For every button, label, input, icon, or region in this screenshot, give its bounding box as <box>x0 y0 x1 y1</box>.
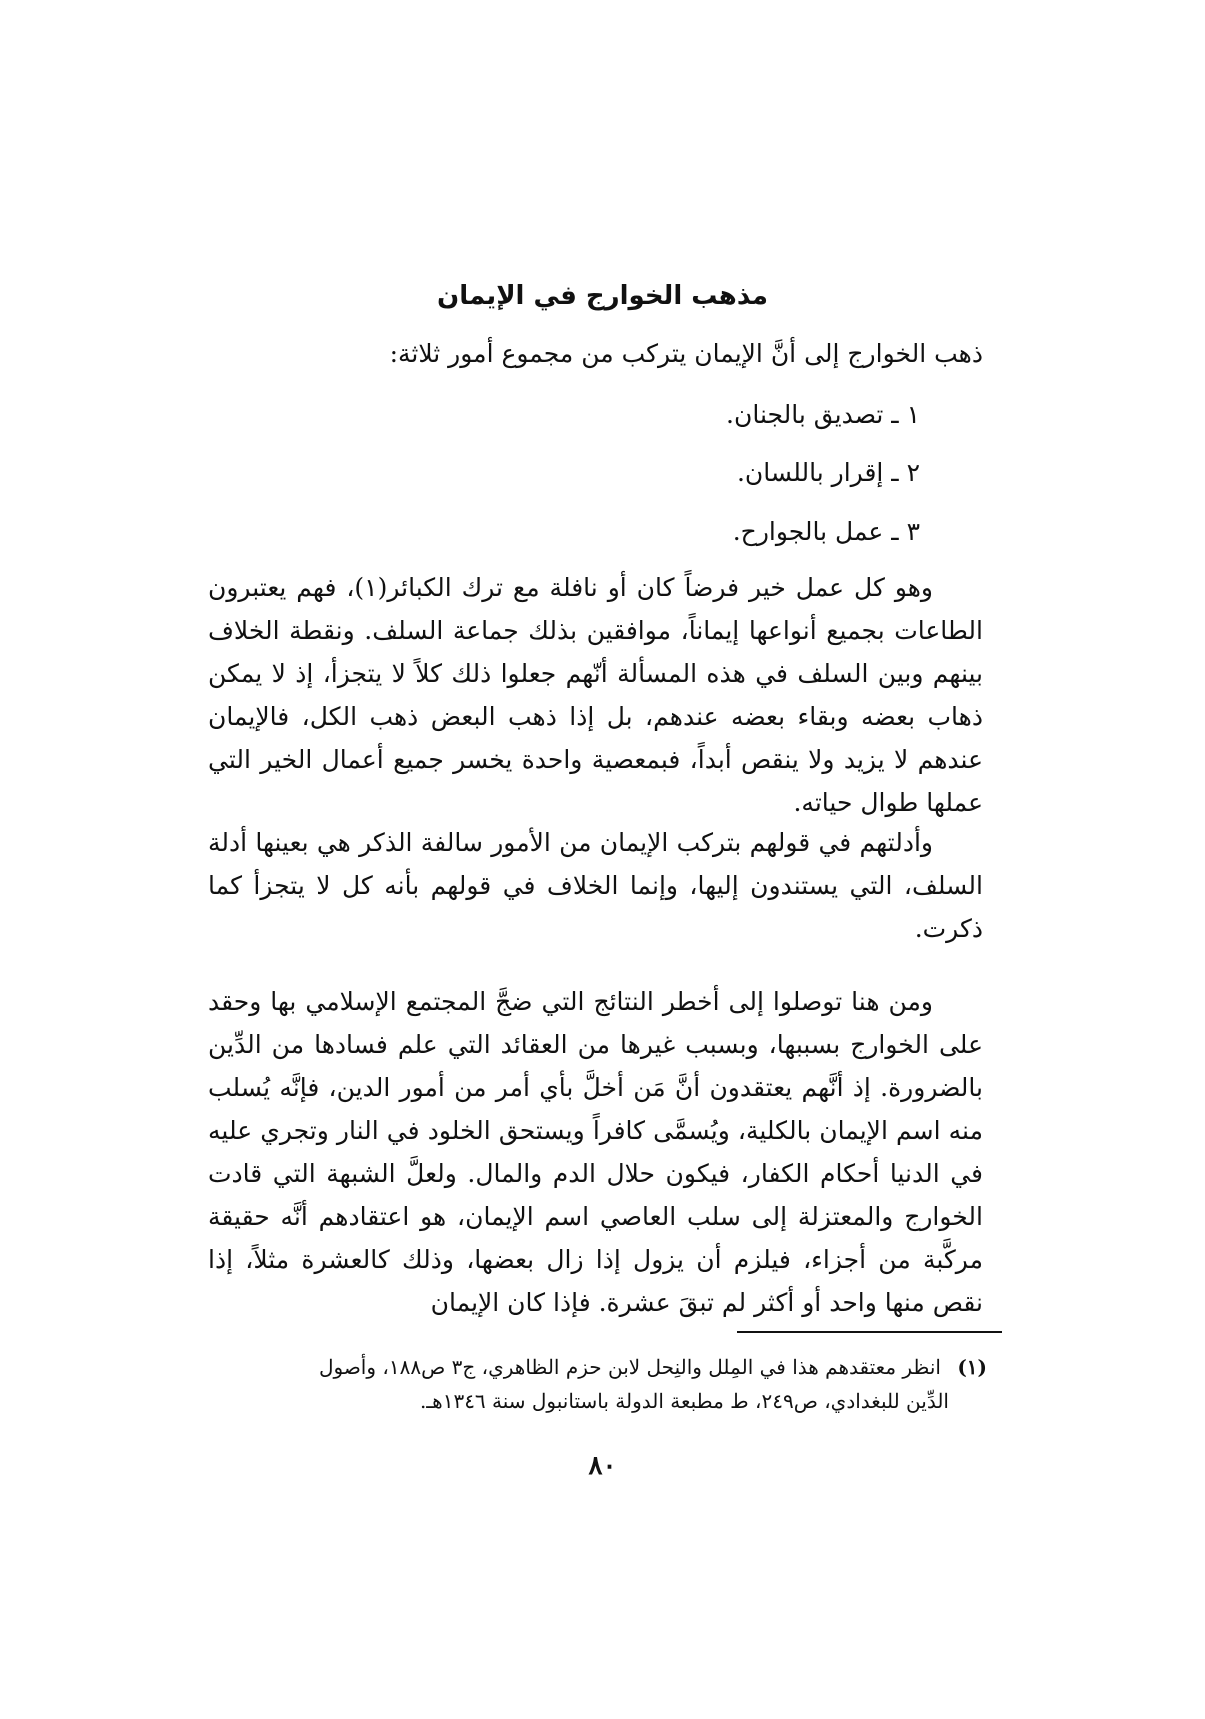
body-paragraph-3: ومن هنا توصلوا إلى أخطر النتائج التي ضجَّ المجتمع الإسلامي بها وحقد على الخوارج بسببها، وبسبب غيرها من العقائد التي علم فسادها من الدِّين بالضرورة. إذ أنَّهم يعتقدون أنَّ مَن أخلَّ بأي أمر من أمور الدين، فإنَّه يُسلب منه اسم الإيمان بالكلية، ويُسمَّى كافراً ويستحق الخلود في النار وتجري عليه في الدنيا أحكام الكفار، فيكون حلال الدم والمال. ولعلَّ الشبهة التي قادت الخوارج والمعتزلة إلى سلب العاصي اسم الإيمان، هو اعتقادهم أنَّه حقيقة مركَّبة من أجزاء، فيلزم أن يزول إذا زال بعضها، وذلك كالعشرة مثلاً، إذا نقص منها واحد أو أكثر لم تبقَ عشرة. فإذا كان الإيمان <box>208 987 983 1317</box>
body-paragraph-2: وأدلتهم في قولهم بتركب الإيمان من الأمور سالفة الذكر هي بعينها أدلة السلف، التي يستندون إليها، وإنما الخلاف في قولهم بأنه كل لا يتجزأ كما ذكرت. <box>208 828 983 943</box>
footnote-line-2: الدِّين للبغدادي، ص٢٤٩، ط مطبعة الدولة باستانبول سنة ١٣٤٦هـ. <box>419 1389 949 1413</box>
intro-paragraph: ذهب الخوارج إلى أنَّ الإيمان يتركب من مجموع أمور ثلاثة: <box>389 339 983 368</box>
list-item: ٣ ـ عمل بالجوارح. <box>732 517 920 546</box>
footnote-separator <box>737 1331 1002 1333</box>
list-item: ٢ ـ إقرار باللسان. <box>736 458 920 487</box>
body-paragraph-1: وهو كل عمل خير فرضاً كان أو نافلة مع ترك الكبائر(١)، فهم يعتبرون الطاعات بجميع أنواعها إيماناً، موافقين بذلك جماعة السلف. ونقطة الخلاف بينهم وبين السلف في هذه المسألة أنّهم جعلوا ذلك كلاً لا يتجزأ، إذ لا يمكن ذهاب بعضه وبقاء بعضه عندهم، بل إذا ذهب البعض ذهب الكل، فالإيمان عندهم لا يزيد ولا ينقص أبداً، فبمعصية واحدة يخسر جميع أعمال الخير التي عملها طوال حياته. <box>208 573 983 817</box>
footnote <box>212 1350 987 1418</box>
footnote-number: (١) <box>957 1355 987 1379</box>
page-number: ٨٠ <box>588 1451 617 1481</box>
page-title: مذهب الخوارج في الإيمان <box>437 281 768 311</box>
footnote-line-1: انظر معتقدهم هذا في المِلل والنِحل لابن حزم الظاهري، ج٣ ص١٨٨، وأصول <box>318 1355 941 1379</box>
list-item: ١ ـ تصديق بالجنان. <box>726 400 920 429</box>
